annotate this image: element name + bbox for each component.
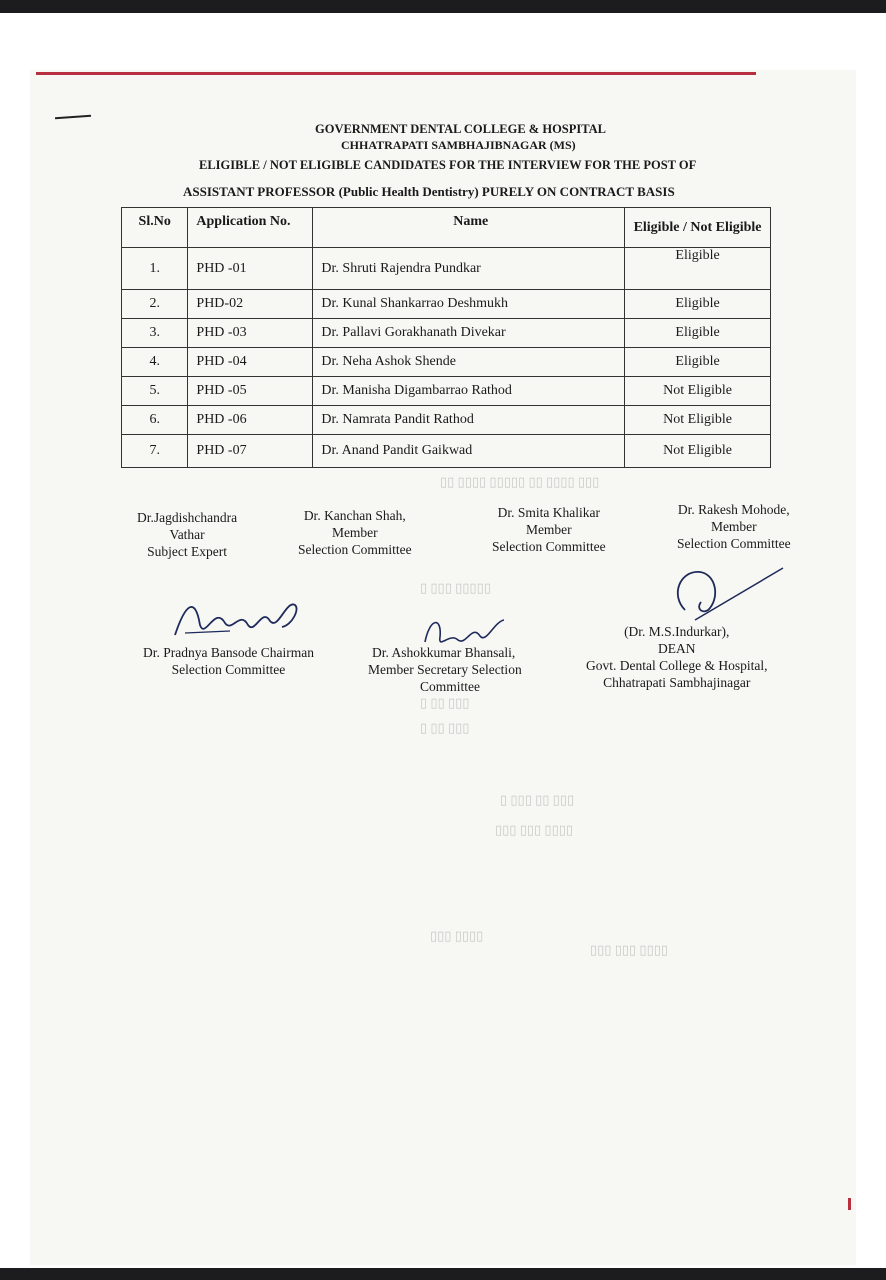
row-application-no: PHD -05 [188,377,313,406]
member-name-cont: Vathar [169,527,205,542]
secretary-committee: Committee [420,679,480,694]
member-role: Member [525,522,572,537]
col-slno: Sl.No [122,208,188,248]
chairman-role: Selection Committee [171,662,286,677]
bleed-through: ▯▯▯ ▯▯▯▯ [430,928,484,943]
notice-title: ELIGIBLE / NOT ELIGIBLE CANDIDATES FOR THE INTERVIEW FOR THE POST OF [199,158,697,172]
bleed-through: ▯ ▯▯ ▯▯▯ [420,720,470,735]
row-name: Dr. Shruti Rajendra Pundkar [313,248,625,290]
row-status: Eligible [625,348,771,377]
top-bar [0,0,886,13]
bleed-through: ▯ ▯▯▯ ▯▯▯▯▯ [420,580,491,595]
bleed-through: ▯▯▯ ▯▯▯ ▯▯▯▯ [590,942,669,957]
row-application-no: PHD -04 [188,348,313,377]
member-committee: Selection Committee [677,536,791,551]
bleed-through: ▯▯ ▯▯▯▯ ▯▯▯▯▯ ▯▯ ▯▯▯▯ ▯▯▯ [440,474,600,489]
row-status: Not Eligible [625,435,771,468]
post-title: ASSISTANT PROFESSOR (Public Health Dentistry) PURELY ON CONTRACT BASIS [183,184,675,199]
row-name: Dr. Namrata Pandit Rathod [313,406,625,435]
row-name: Dr. Neha Ashok Shende [313,348,625,377]
member-smita-khalikar [492,504,606,555]
row-slno: 1. [122,248,188,290]
college-name: GOVERNMENT DENTAL COLLEGE & HOSPITAL [315,122,607,136]
row-application-no: PHD -03 [188,319,313,348]
row-application-no: PHD -06 [188,406,313,435]
table-row [122,377,771,406]
table-row [122,319,771,348]
row-name: Dr. Anand Pandit Gaikwad [313,435,625,468]
row-slno: 3. [122,319,188,348]
col-name: Name [313,208,625,248]
member-name: Dr. Kanchan Shah, [303,508,406,523]
bleed-through: ▯ ▯▯ ▯▯▯ [420,695,470,710]
bleed-through: ▯ ▯▯▯ ▯▯ ▯▯▯ [500,792,575,807]
chairman-block [143,644,314,678]
dean-signature-icon [655,560,790,630]
dean-block [586,623,767,691]
col-application-no: Application No. [188,208,313,248]
college-city: CHHATRAPATI SAMBHAJIBNAGAR (MS) [341,138,576,152]
table-row [122,406,771,435]
row-status: Eligible [625,248,771,290]
dean-title: DEAN [657,641,696,656]
row-slno: 6. [122,406,188,435]
member-subject-expert [137,509,237,560]
row-application-no: PHD -01 [188,248,313,290]
candidate-table [121,207,771,468]
red-margin-line [36,72,756,75]
bottom-bar [0,1268,886,1280]
member-role: Member [331,525,378,540]
table-row [122,435,771,468]
member-name: Dr.Jagdishchandra [137,510,238,525]
member-name: Dr. Rakesh Mohode, [677,502,790,517]
row-status: Not Eligible [625,406,771,435]
dean-city: Chhatrapati Sambhajinagar [603,675,751,690]
row-status: Eligible [625,319,771,348]
row-status: Eligible [625,290,771,319]
dean-name: (Dr. M.S.Indurkar), [624,624,730,639]
table-row [122,290,771,319]
secretary-role: Member Secretary Selection [368,662,522,677]
secretary-name: Dr. Ashokkumar Bhansali, [372,645,516,660]
member-committee: Selection Committee [298,542,412,557]
row-status: Not Eligible [625,377,771,406]
bleed-through: ▯▯▯ ▯▯▯ ▯▯▯▯ [495,822,574,837]
member-committee: Selection Committee [492,539,606,554]
table-row [122,348,771,377]
member-role: Member [710,519,757,534]
col-eligibility: Eligible / Not Eligible [625,208,771,248]
red-mark [848,1198,851,1210]
chairman-signature-icon [170,585,310,645]
row-slno: 2. [122,290,188,319]
secretary-block [368,644,522,695]
member-rakesh-mohode [677,501,791,552]
chairman-name: Dr. Pradnya Bansode Chairman [143,645,314,660]
row-application-no: PHD-02 [188,290,313,319]
row-slno: 7. [122,435,188,468]
dean-college: Govt. Dental College & Hospital, [586,658,768,673]
row-slno: 5. [122,377,188,406]
row-application-no: PHD -07 [188,435,313,468]
member-role: Subject Expert [147,544,227,559]
row-name: Dr. Kunal Shankarrao Deshmukh [313,290,625,319]
table-row [122,248,771,290]
row-slno: 4. [122,348,188,377]
member-name: Dr. Smita Khalikar [497,505,600,520]
row-name: Dr. Pallavi Gorakhanath Divekar [313,319,625,348]
row-name: Dr. Manisha Digambarrao Rathod [313,377,625,406]
table-header-row [122,208,771,248]
member-kanchan-shah [298,507,412,558]
